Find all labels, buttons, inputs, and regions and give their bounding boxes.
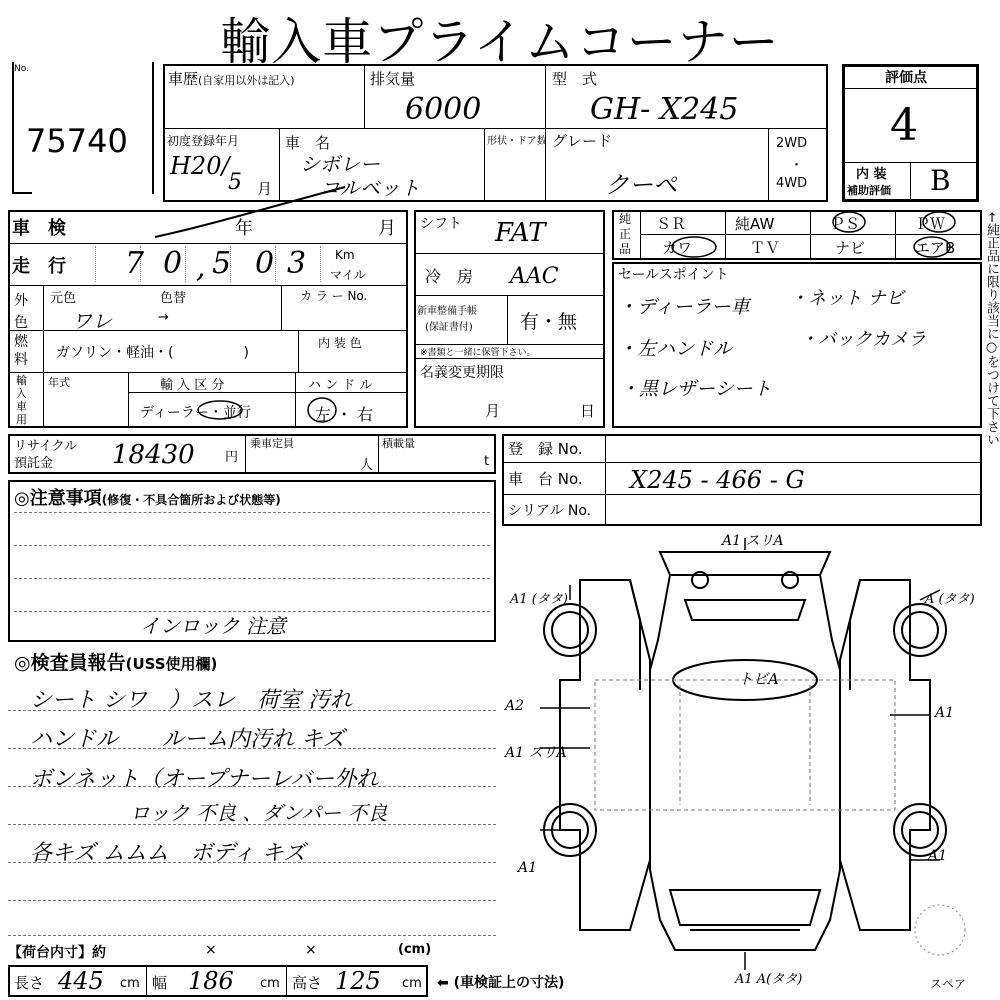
option-circles [612,210,982,260]
first-reg-value: H20/ [170,152,230,180]
car-name-line-1: シボレー [300,152,380,176]
interior-label-2: 補助評価 [847,184,891,197]
drive-2wd: 2WD [776,136,808,151]
damage-mark-front-bumper: A1 A(タタ) [735,972,803,987]
first-reg-month-unit: 月 [257,180,273,198]
displacement-label: 排気量 [370,70,416,88]
option-airbag: エアB [915,239,956,257]
recycle-label-1: リサイクル [14,439,78,454]
sales-point-4: ・バックカメラ [800,329,926,350]
damage-mark-rear-right: A (タタ) [925,592,975,607]
drive-dot: ・ [790,158,804,173]
mileage-unit-km: Km [335,248,355,262]
inspector-line-3: ボンネット（オープナーレバー外れ [30,767,379,792]
ac-value: AAC [510,264,559,289]
caution-label: ◎注意事項(修復・不具合箇所および状態等) [14,488,281,509]
damage-mark-right-door: A1 [935,705,955,721]
service-book-note: ※書類と一緒に保管下さい。 [420,348,536,358]
name-change-label: 名義変更期限 [420,365,504,381]
lot-box [12,62,157,194]
mileage-digit-3: 5 [212,246,232,281]
color-original-label: 元色 [50,291,77,306]
interior-label-1: 内 装 [856,167,887,182]
name-change-month: 月 [485,402,501,420]
recycle-value: 18430 [112,440,195,470]
lot-label: No. [14,64,29,74]
width-unit: cm [260,976,280,991]
caution-text: インロック 注意 [140,614,286,638]
serial-label: シリアル No. [508,503,592,519]
page-title: 輸入車プライムコーナー [220,13,780,71]
mileage-digit-5: 3 [287,246,307,281]
sales-point-1: ・ディーラー車 [618,296,750,318]
lot-number: 75740 [26,122,128,160]
dims-note: ⬅ (車検証上の寸法) [437,975,565,991]
import-category: ディーラー・並行 [140,405,251,421]
inspector-line-1: シート シワ ）スレ 荷室 汚れ [30,688,352,713]
car-diagram [500,530,990,970]
options-side-label: 純正品 [619,212,632,256]
damage-mark-rear-bumper: A1 スリA [722,533,784,549]
cargo-unit: (cm) [398,942,432,957]
mileage-digit-1: 7 [125,246,145,281]
first-reg-label: 初度登録年月 [167,134,240,148]
rating-label: 評価点 [885,70,927,86]
option-ps: ＰＳ [830,215,861,233]
recycle-label-2: 預託金 [14,456,54,471]
inspection-label: 車 検 [12,218,66,239]
fuel-value: ガソリン・軽油・( ) [56,345,249,361]
color-arrow: → [158,310,169,325]
height-label: 高さ [292,974,323,992]
damage-mark-left-door: A2 [505,698,525,714]
inspector-line-2: ハンドル ルーム内汚れ キズ [30,727,345,752]
recycle-unit: 円 [225,450,239,465]
service-book-value: 有・無 [520,311,578,333]
shift-label: シフト [420,216,462,232]
ac-label: 冷 房 [425,267,474,286]
import-category-label: 輸 入 区 分 [160,378,225,393]
inspector-line-5: 各キズ ムムム ボディ キズ [30,841,306,866]
option-pw: ＰＷ [915,215,946,233]
damage-mark-left-sill: A1 スリA [505,745,567,761]
chassis-value: X245 - 466 - G [630,466,805,494]
option-aw: 純AW [735,215,775,233]
sales-points-label: セールスポイント [618,267,729,283]
length-label: 長さ [14,974,45,992]
length-value: 445 [58,967,104,995]
sales-point-3: ・左ハンドル [618,338,733,360]
inspection-month: 月 [378,218,396,239]
sales-point-2: ・ネット ナビ [790,288,904,309]
height-value: 125 [335,967,381,995]
mileage-label: 走 行 [12,256,66,277]
inspector-line-4: ロック 不良 、ダンパー 不良 [130,801,388,825]
inspection-year: 年 [235,218,253,239]
registration-label: 登 録 No. [508,440,583,458]
car-name-line-2: コルベット [320,176,420,200]
color-repaint-label: 色替 [160,291,187,306]
color-value: ワレ [72,309,112,333]
damage-mark-rear-left: A1 (タタ) [510,592,568,607]
model-type-label: 型 式 [552,70,598,88]
width-value: 186 [188,967,234,995]
history-label: 車歴(自家用以外は記入) [168,70,295,88]
sales-point-5: ・黒レザーシート [620,378,772,400]
windshield-mark: トビA [738,670,779,688]
length-unit: cm [120,976,140,991]
cargo-label: 【荷台内寸】約 [8,945,106,961]
option-leather: カワ [662,239,693,257]
rating-value: 4 [890,100,918,151]
import-label: 輸入車用 [16,374,27,426]
mileage-comma: , [196,250,206,285]
load-label: 積載量 [382,437,415,450]
interior-value: B [930,164,951,197]
damage-mark-front-right: A1 [928,848,948,864]
service-book-label-1: 新車整備手帳 [417,306,477,317]
width-label: 幅 [152,974,168,992]
car-name-label: 車 名 [285,134,331,152]
load-unit: t [484,454,490,469]
capacity-label: 乗車定員 [250,437,294,450]
grade-value: クーペ [605,171,677,199]
service-book-label-2: (保証書付) [425,322,473,333]
cargo-x-1: × [205,942,217,958]
shift-value: FAT [495,218,546,248]
grade-label: グレード [552,132,613,150]
capacity-unit: 人 [360,458,374,473]
option-sr: ＳＲ [656,215,687,233]
drive-4wd: 4WD [776,176,808,191]
mileage-digit-2: 0 [163,246,183,281]
model-type-value: GH- X245 [590,92,739,127]
side-note: ←純正品に限り該当に○をつけて下さい [984,212,999,446]
cargo-x-2: × [305,942,317,958]
handle-value: 左 ・ 右 [315,405,374,424]
name-change-day: 日 [580,402,596,420]
option-tv: ＴＶ [750,239,781,257]
mileage-digit-4: 0 [255,246,275,281]
handle-label: ハ ン ド ル [308,378,373,393]
damage-mark-front-left: A1 [518,860,538,876]
fuel-label: 燃料 [14,334,28,368]
color-label: 外色 [14,293,28,331]
interior-color-label: 内 装 色 [318,336,362,350]
color-no-label: カ ラ ー No. [300,289,368,303]
height-unit: cm [402,976,422,991]
option-navi: ナビ [835,239,866,257]
first-reg-month: 5 [228,170,242,195]
import-year-label: 年式 [48,376,70,389]
mileage-unit-mile: マイル [330,268,366,282]
body-doors-label: 形状・ドア数 [487,136,547,147]
spare-label: スペア [930,977,967,991]
inspector-label: ◎検査員報告(USS使用欄) [14,652,218,674]
chassis-label: 車 台 No. [508,470,583,488]
displacement-value: 6000 [405,92,482,127]
